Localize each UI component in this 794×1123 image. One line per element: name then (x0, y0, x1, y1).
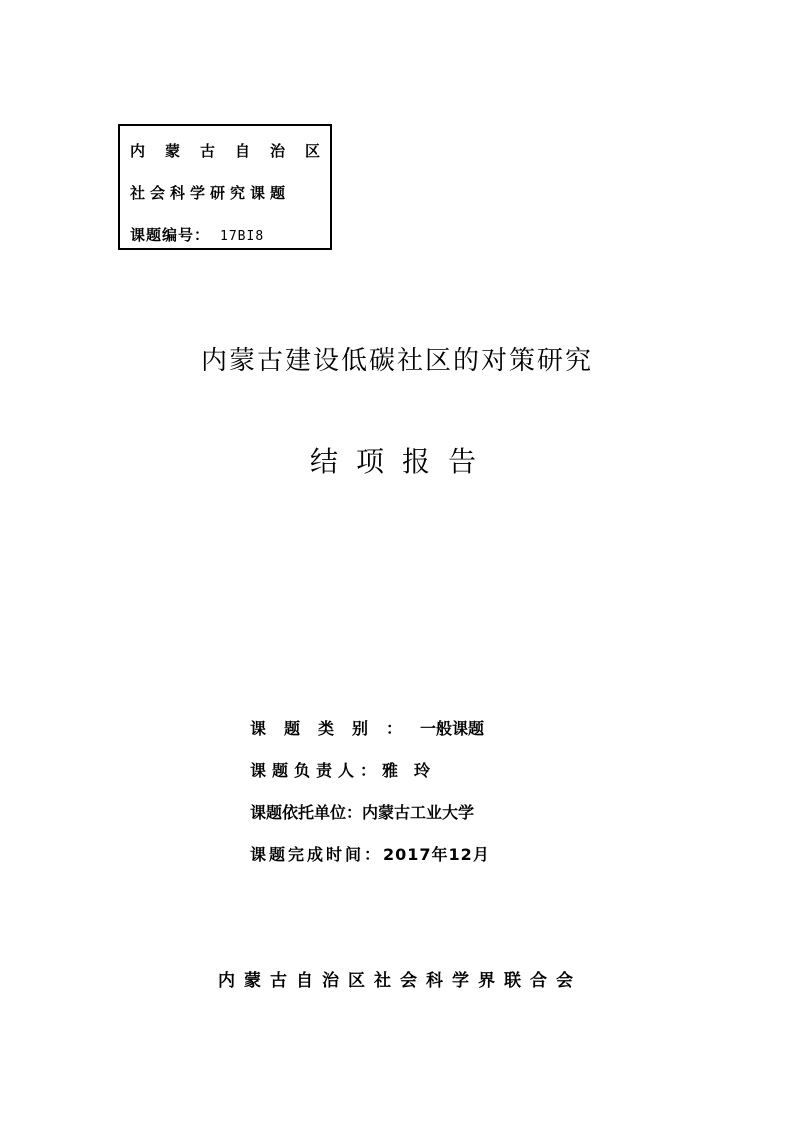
project-info-box (118, 124, 341, 250)
leader-label: 课题负责人： (250, 761, 383, 780)
project-number-value: 17BI8 (220, 229, 265, 244)
project-number-label: 课题编号： (130, 226, 211, 244)
leader-value: 雅玲 (382, 761, 447, 780)
unit-label: 课题依托单位： (250, 803, 363, 822)
category-row (250, 716, 490, 758)
unit-row (250, 800, 490, 842)
region-label: 内蒙古自治区 (130, 142, 341, 160)
report-subtitle: 结项报告 (309, 445, 494, 478)
issuing-organization: 内蒙古自治区社会科学界联合会 (218, 971, 582, 991)
report-title: 内蒙古建设低碳社区的对策研究 (200, 346, 593, 376)
date-row (250, 842, 490, 884)
date-label: 课题完成时间： (250, 845, 384, 864)
unit-value: 内蒙古工业大学 (362, 803, 475, 822)
date-value: 2017年12月 (383, 845, 490, 864)
project-details (250, 716, 490, 884)
leader-row (250, 758, 490, 800)
project-number (130, 224, 264, 245)
research-project-label: 社会科学研究课题 (130, 184, 291, 202)
category-value: 一般课题 (420, 719, 485, 738)
category-label: 课题类别： (250, 719, 421, 738)
